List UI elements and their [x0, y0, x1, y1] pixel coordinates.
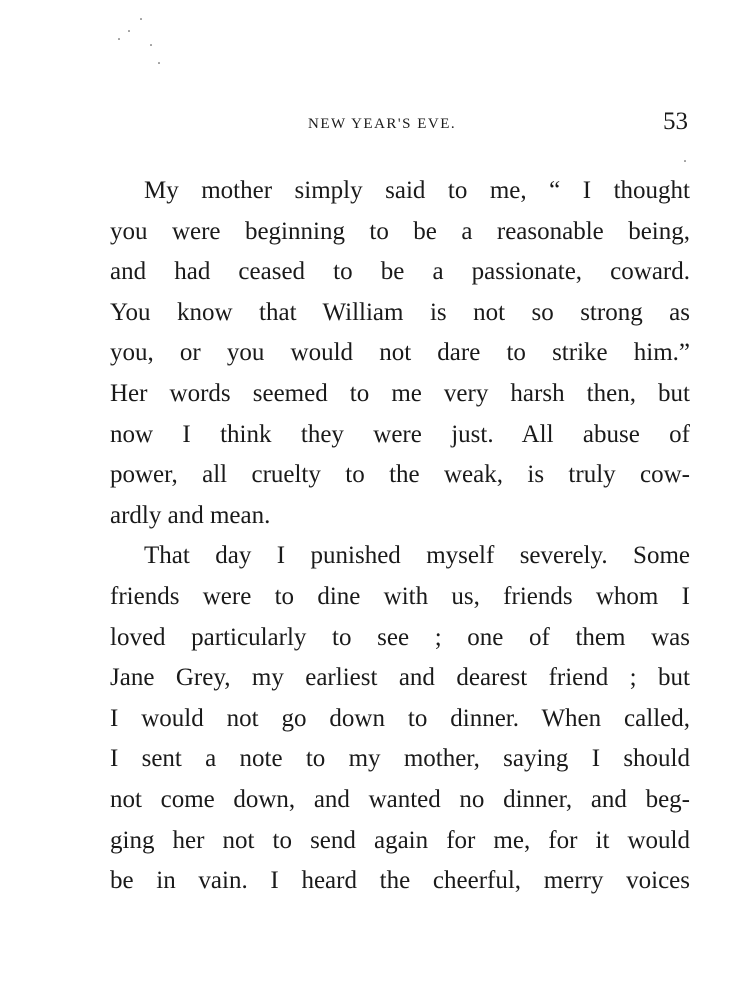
running-head: NEW YEAR'S EVE. [308, 116, 457, 132]
paragraph [110, 171, 690, 536]
paper-speck [684, 160, 686, 162]
text-line: you were beginning to be a reasonable being, [110, 217, 690, 245]
text-line: friends were to dine with us, friends whom I [110, 582, 690, 610]
text-line: ging her not to send again for me, for it would [110, 826, 690, 854]
paper-speck [118, 38, 120, 40]
text-line: power, all cruelty to the weak, is truly cow- [110, 461, 690, 489]
page-header [108, 108, 688, 148]
text-line: I sent a note to my mother, saying I should [110, 745, 690, 773]
text-line: now I think they were just. All abuse of [110, 420, 690, 448]
text-line: I would not go down to dinner. When called, [110, 704, 690, 732]
paper-speck [128, 30, 130, 32]
paper-speck [158, 62, 160, 64]
paragraph [110, 536, 690, 901]
text-line: You know that William is not so strong as [110, 298, 690, 326]
page-number: 53 [663, 108, 688, 135]
text-line: not come down, and wanted no dinner, and beg- [110, 785, 690, 813]
text-line: That day I punished myself severely. Some [144, 542, 690, 570]
text-line: you, or you would not dare to strike him.” [110, 339, 690, 367]
paper-speck [140, 18, 142, 20]
text-line: My mother simply said to me, “ I thought [144, 177, 690, 204]
text-line: be in vain. I heard the cheerful, merry voices [110, 867, 690, 895]
text-line: and had ceased to be a passionate, coward. [110, 258, 690, 286]
text-line: Jane Grey, my earliest and dearest friend ; but [110, 664, 690, 692]
paper-speck [150, 44, 152, 46]
text-line: loved particularly to see ; one of them was [110, 623, 690, 651]
text-line: ardly and mean. [110, 501, 271, 529]
text-line: Her words seemed to me very harsh then, but [110, 379, 690, 407]
body-text [110, 171, 690, 902]
